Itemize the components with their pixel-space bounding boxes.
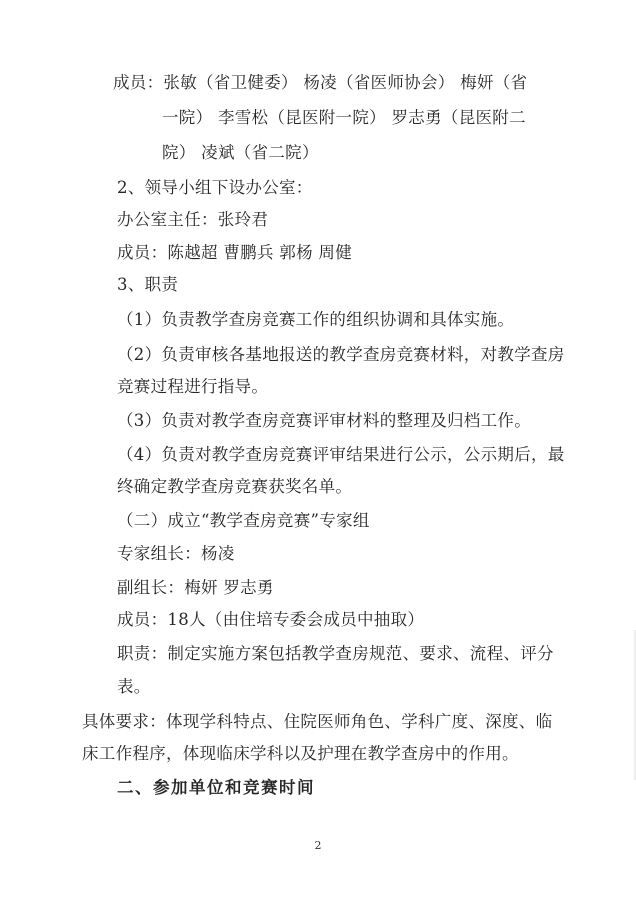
duty-item-1: （1）负责教学查房竞赛工作的组织协调和具体实施。 [117,310,515,329]
specific-requirements: 具体要求：体现学科特点、住院医师角色、学科广度、深度、临 [82,712,553,731]
expert-group-duties-cont: 表。 [117,677,151,696]
duty-item-3: （3）负责对教学查房竞赛评审材料的整理及归档工作。 [117,411,531,430]
duty-item-2: （2）负责审核各基地报送的教学查房竞赛材料，对教学查房 [117,345,565,364]
members-line-1: 成员：张敏（省卫健委） 杨凌（省医师协会） 梅妍（省 [113,73,528,92]
expert-group-heading: （二）成立“教学查房竞赛”专家组 [117,511,370,530]
specific-requirements-cont: 床工作程序，体现临床学科以及护理在教学查房中的作用。 [82,744,519,763]
members-line-2: 一院） 李雪松（昆医附一院） 罗志勇（昆医附二 [162,108,526,127]
duty-item-2-cont: 竞赛过程进行指导。 [117,377,269,396]
section-heading: 二、参加单位和竞赛时间 [117,778,315,797]
expert-group-deputy: 副组长：梅妍 罗志勇 [117,578,274,597]
members-line-3: 院） 凌斌（省二院） [162,143,319,162]
duties-heading: 3、职责 [117,275,179,294]
duty-item-4-cont: 终确定教学查房竞赛获奖名单。 [117,477,353,496]
office-heading: 2、领导小组下设办公室： [117,178,313,197]
expert-group-leader: 专家组长：杨凌 [117,544,235,563]
expert-group-duties: 职责：制定实施方案包括教学查房规范、要求、流程、评分 [117,644,554,663]
office-members: 成员：陈越超 曹鹏兵 郭杨 周健 [117,243,353,262]
duty-item-4: （4）负责对教学查房竞赛评审结果进行公示，公示期后，最 [117,445,565,464]
expert-group-members: 成员：18人（由住培专委会成员中抽取） [117,610,425,629]
office-director: 办公室主任：张玲君 [117,210,269,229]
page-number: 2 [314,839,322,852]
